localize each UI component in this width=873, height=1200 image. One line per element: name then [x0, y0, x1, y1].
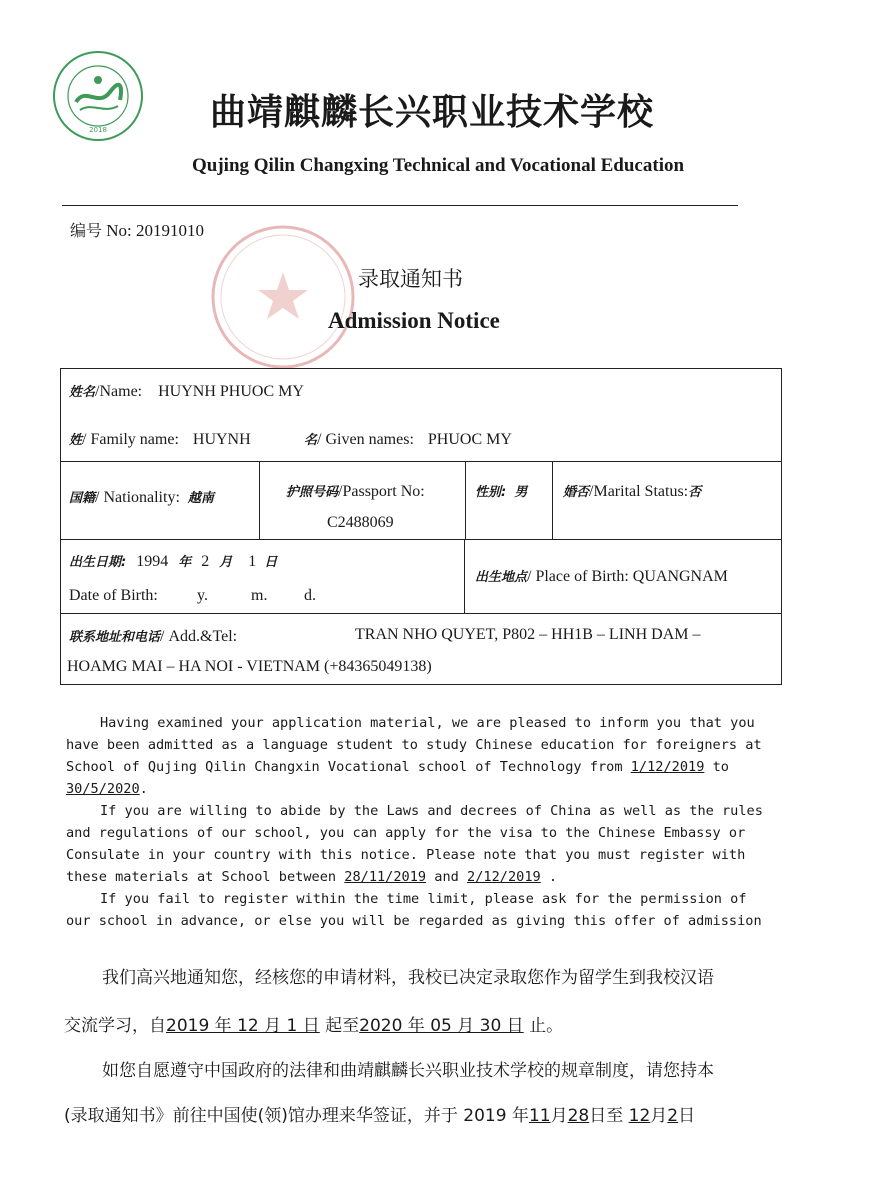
name-label-en: /Name:: [95, 383, 143, 400]
address-label-cn: 联系地址和电话: [69, 630, 161, 645]
marital-field: [563, 481, 701, 501]
nationality-label-en: / Nationality:: [95, 489, 180, 506]
passport-label-en: /Passport No:: [338, 483, 425, 500]
school-name-en: Qujing Qilin Changxing Technical and Vocational Education: [192, 155, 685, 176]
school-logo: [52, 50, 144, 142]
p1-end: .: [139, 781, 148, 797]
col-divider: [465, 461, 466, 539]
cn-l4-unit-2: 日至: [589, 1106, 624, 1126]
pob-label-cn: 出生地点: [475, 570, 528, 585]
cn-l4-day-1: 28: [567, 1106, 590, 1126]
family-name-field: [69, 429, 251, 449]
given-label-cn: 名: [304, 433, 318, 448]
p1-to-word: to: [712, 759, 729, 775]
col-divider: [464, 539, 465, 613]
dob-month: 2: [201, 553, 210, 570]
serial-label-en: No:: [106, 221, 132, 240]
sex-label-cn: 性别:: [475, 485, 507, 500]
col-divider: [259, 461, 260, 539]
name-value: HUYNH PHUOC MY: [158, 383, 304, 400]
dob-year: 1994: [136, 553, 169, 570]
family-label-en: / Family name:: [82, 431, 179, 448]
serial-number-line: [70, 218, 204, 241]
english-paragraph-2: [66, 800, 774, 888]
cn-l4-month-1: 11: [528, 1106, 551, 1126]
applicant-info-form: [60, 368, 782, 685]
dob-m: m.: [251, 587, 268, 604]
pob-label-en: / Place of Birth:: [527, 568, 629, 585]
name-field: [69, 381, 304, 401]
cn-l2-end: 止。: [529, 1016, 564, 1036]
address-label: [69, 626, 237, 646]
dob-y: y.: [197, 587, 208, 604]
cn-l4-a: (录取通知书》前往中国使(领)馆办理来华签证，并于 2019 年: [64, 1106, 529, 1126]
p2-from-date: 28/11/2019: [344, 869, 427, 885]
passport-label-cn: 护照号码: [286, 485, 339, 500]
given-label-en: / Given names:: [317, 431, 414, 448]
p1-from-date: 1/12/2019: [630, 759, 705, 775]
cn-l4-month-2: 12: [628, 1106, 651, 1126]
p2-to-date: 2/12/2019: [467, 869, 541, 885]
dob-year-unit: 年: [178, 555, 192, 570]
marital-label-en: /Marital Status:: [589, 483, 689, 500]
title-en: Admission Notice: [328, 308, 500, 333]
address-label-en: / Add.&Tel:: [160, 628, 238, 645]
family-value: HUYNH: [192, 431, 251, 448]
sex-value: 男: [514, 485, 528, 500]
p2-end: .: [548, 869, 558, 885]
sex-field: [475, 481, 527, 501]
svg-text:2018: 2018: [89, 126, 107, 134]
passport-label: [286, 481, 425, 501]
passport-value: C2488069: [327, 514, 394, 531]
family-label-cn: 姓: [69, 433, 83, 448]
cn-l4-unit-3: 月: [650, 1106, 668, 1126]
cn-line-1: 我们高兴地通知您，经核您的申请材料，我校已决定录取您作为留学生到我校汉语: [102, 968, 714, 988]
marital-label-cn: 婚否: [563, 485, 590, 500]
nationality-label-cn: 国籍: [69, 491, 96, 506]
col-divider: [552, 461, 553, 539]
header-divider: [62, 205, 738, 206]
title-cn: 录取通知书: [358, 267, 463, 291]
address-line-2: HOAMG MAI – HA NOI - VIETNAM (+84365049138): [67, 658, 432, 675]
cn-line-2: [64, 1011, 784, 1036]
cn-l2-to: 2020 年 05 月 30 日: [359, 1016, 524, 1036]
dob-day-unit: 日: [264, 555, 278, 570]
english-body: [66, 712, 774, 932]
cn-line-3: 如您自愿遵守中国政府的法律和曲靖麒麟长兴职业技术学校的规章制度，请您持本: [102, 1061, 714, 1081]
cn-line-4: [64, 1101, 784, 1126]
p3-text: If you fail to register within the time limit, please ask for the permission of our school in advance, or else you will be regarded as giving this offer of admission: [66, 891, 762, 929]
p1-text: Having examined your application material, we are pleased to inform you that you have been admitted as a language student to study Chinese education for foreigners at School of Qujing Qilin Changxin Vocational school of Technology from: [66, 715, 762, 775]
dob-cn-field: [69, 551, 277, 571]
serial-label-cn: 编号: [70, 221, 103, 240]
dob-label-cn: 出生日期:: [69, 555, 127, 570]
given-value: PHUOC MY: [427, 431, 512, 448]
red-seal-stamp: [208, 222, 358, 372]
cn-l4-unit-4: 日: [678, 1106, 696, 1126]
cn-l2-mid: 起至: [325, 1016, 360, 1036]
nationality-field: [69, 487, 214, 507]
p2-and: and: [434, 869, 459, 885]
marital-value: 否: [688, 485, 702, 500]
dob-en-label: Date of Birth:: [69, 587, 158, 604]
place-of-birth-field: [475, 566, 728, 586]
dob-day: 1: [248, 553, 257, 570]
given-names-field: [304, 429, 512, 449]
cn-l4-unit-1: 月: [550, 1106, 568, 1126]
row-divider: [61, 539, 781, 540]
row-divider: [61, 461, 781, 462]
cn-l2-a: 交流学习，自: [64, 1016, 166, 1036]
cn-l2-from: 2019 年 12 月 1 日: [166, 1016, 320, 1036]
dob-d: d.: [304, 587, 316, 604]
row-divider: [61, 613, 781, 614]
cn-l4-day-2: 2: [667, 1106, 679, 1126]
english-paragraph-1: [66, 712, 774, 800]
dob-month-unit: 月: [219, 555, 233, 570]
english-paragraph-3: [66, 888, 774, 932]
school-name-cn: 曲靖麒麟长兴职业技术学校: [210, 91, 655, 133]
serial-number: 20191010: [136, 221, 205, 240]
nationality-value: 越南: [187, 491, 214, 506]
pob-value: QUANGNAM: [632, 568, 728, 585]
address-line-1: TRAN NHO QUYET, P802 – HH1B – LINH DAM –: [355, 626, 701, 643]
p1-to-date: 30/5/2020: [66, 781, 140, 797]
name-label-cn: 姓名: [69, 385, 96, 400]
p2-text: If you are willing to abide by the Laws and decrees of China as well as the rules and regulations of our school, you can apply for the visa to the Chinese Embassy or Consulate in your country with this notice. Please note that you must register with these materials at School between: [66, 803, 763, 885]
